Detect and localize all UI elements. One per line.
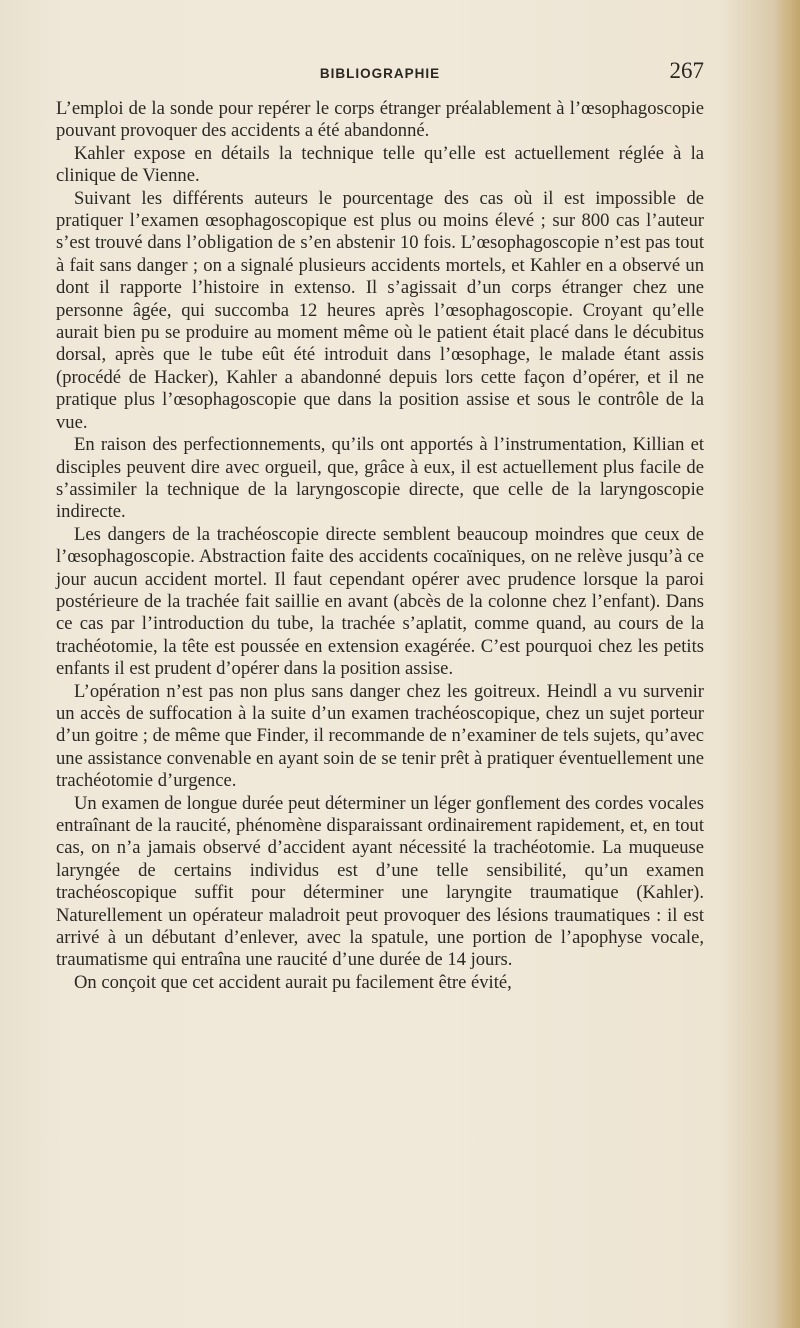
paragraph: En raison des perfectionnements, qu’ils ont apportés à l’instrumentation, Killian et disciples peuvent dire avec orgueil, que, grâce à eux, il est actuellement plus facile de s’assimiler la technique de la laryngoscopie directe, que celle de la laryngoscopie indirecte.	[56, 434, 704, 523]
page-header	[56, 58, 704, 94]
paragraph: Un examen de longue durée peut déterminer un léger gonflement des cordes vocales entraînant de la raucité, phénomène disparaissant ordinairement rapidement, et, en tout cas, on n’a jamais observé d’accident ayant nécessité la trachéotomie. La muqueuse laryngée de certains individus est d’une telle sensibilité, qu’un examen trachéoscopique suffit pour déterminer une laryngite traumatique (Kahler). Naturellement un opérateur maladroit peut provoquer des lésions traumatiques : il est arrivé à un débutant d’enlever, avec la spatule, une portion de l’apophyse vocale, traumatisme qui entraîna une raucité d’une durée de 14 jours.	[56, 792, 704, 971]
running-head: BIBLIOGRAPHIE	[319, 66, 441, 81]
body-text	[56, 98, 704, 994]
paragraph: Kahler expose en détails la technique telle qu’elle est actuellement réglée à la clinique de Vienne.	[56, 142, 704, 187]
paragraph: L’opération n’est pas non plus sans danger chez les goitreux. Heindl a vu survenir un accès de suffocation à la suite d’un examen trachéoscopique, chez un sujet porteur d’un goitre ; de même que Finder, il recommande de n’examiner de tels sujets, qu’avec une assistance convenable en ayant soin de se tenir prêt à pratiquer éventuellement une trachéotomie d’urgence.	[56, 680, 704, 792]
paragraph: Les dangers de la trachéoscopie directe semblent beaucoup moindres que ceux de l’œsophagoscopie. Abstraction faite des accidents cocaïniques, on ne relève jusqu’à ce jour aucun accident mortel. Il faut cependant opérer avec prudence lorsque la paroi postérieure de la trachée fait saillie en avant (abcès de la colonne chez l’enfant). Dans ce cas par l’introduction du tube, la trachée s’aplatit, comme quand, au cours de la trachéotomie, la tête est poussée en extension exagérée. C’est pourquoi chez les petits enfants il est prudent d’opérer dans la position assise.	[56, 523, 704, 680]
paragraph: On conçoit que cet accident aurait pu facilement être évité,	[74, 971, 512, 993]
paragraph: L’emploi de la sonde pour repérer le corps étranger préalablement à l’œsophagoscopie pouvant provoquer des accidents a été abandonné.	[56, 98, 704, 142]
paragraph: Suivant les différents auteurs le pourcentage des cas où il est impossible de pratiquer l’examen œsophagoscopique est plus ou moins élevé ; sur 800 cas l’auteur s’est trouvé dans l’obligation de s’en abstenir 10 fois. L’œsophagoscopie n’est pas tout à fait sans danger ; on a signalé plusieurs accidents mortels, et Kahler en a observé un dont il rapporte l’histoire in extenso. Il s’agissait d’un corps étranger chez une personne âgée, qui succomba 12 heures après l’œsophagoscopie. Croyant qu’elle aurait bien pu se produire au moment même où le patient était placé dans le décubitus dorsal, après que le tube eût été introduit dans l’œsophage, le malade étant assis (procédé de Hacker), Kahler a abandonné depuis lors cette façon d’opérer, et il ne pratique plus l’œsophagoscopie que dans la position assise et sous le contrôle de la vue.	[56, 187, 704, 433]
page-number: 267	[669, 58, 704, 83]
